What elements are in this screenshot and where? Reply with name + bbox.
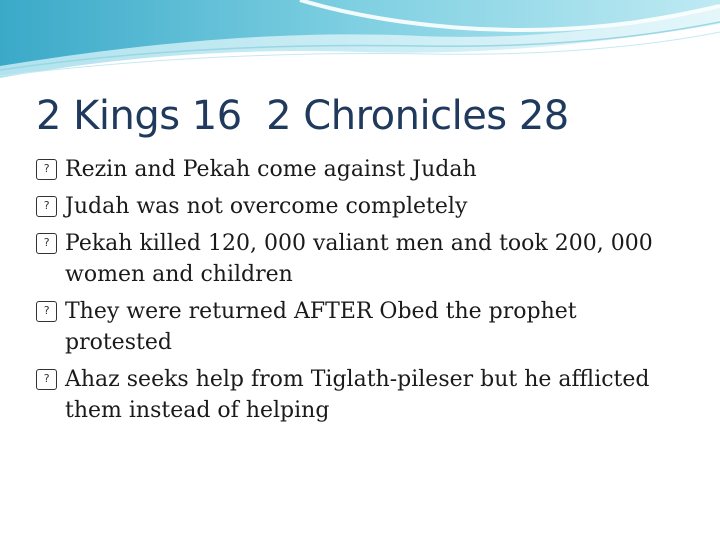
slide-title: 2 Kings 16 2 Chronicles 28 [36,93,569,139]
bullet-list [36,154,676,432]
list-item [36,364,676,426]
list-item [36,154,676,185]
header-wave-decoration [0,0,720,90]
bullet-text: Pekah killed 120, 000 valiant men and took 200, 000 women and children [65,231,653,287]
missing-glyph-icon: ? [36,301,57,322]
missing-glyph-icon: ? [36,159,57,180]
bullet-text: Ahaz seeks help from Tiglath-pileser but he afflicted them instead of helping [65,367,650,423]
list-item [36,228,676,290]
bullet-text: Judah was not overcome completely [65,194,468,219]
missing-glyph-icon: ? [36,196,57,217]
bullet-text: Rezin and Pekah come against Judah [65,157,477,182]
missing-glyph-icon: ? [36,369,57,390]
missing-glyph-icon: ? [36,233,57,254]
list-item [36,191,676,222]
list-item [36,296,676,358]
bullet-text: They were returned AFTER Obed the prophet protested [65,299,577,355]
